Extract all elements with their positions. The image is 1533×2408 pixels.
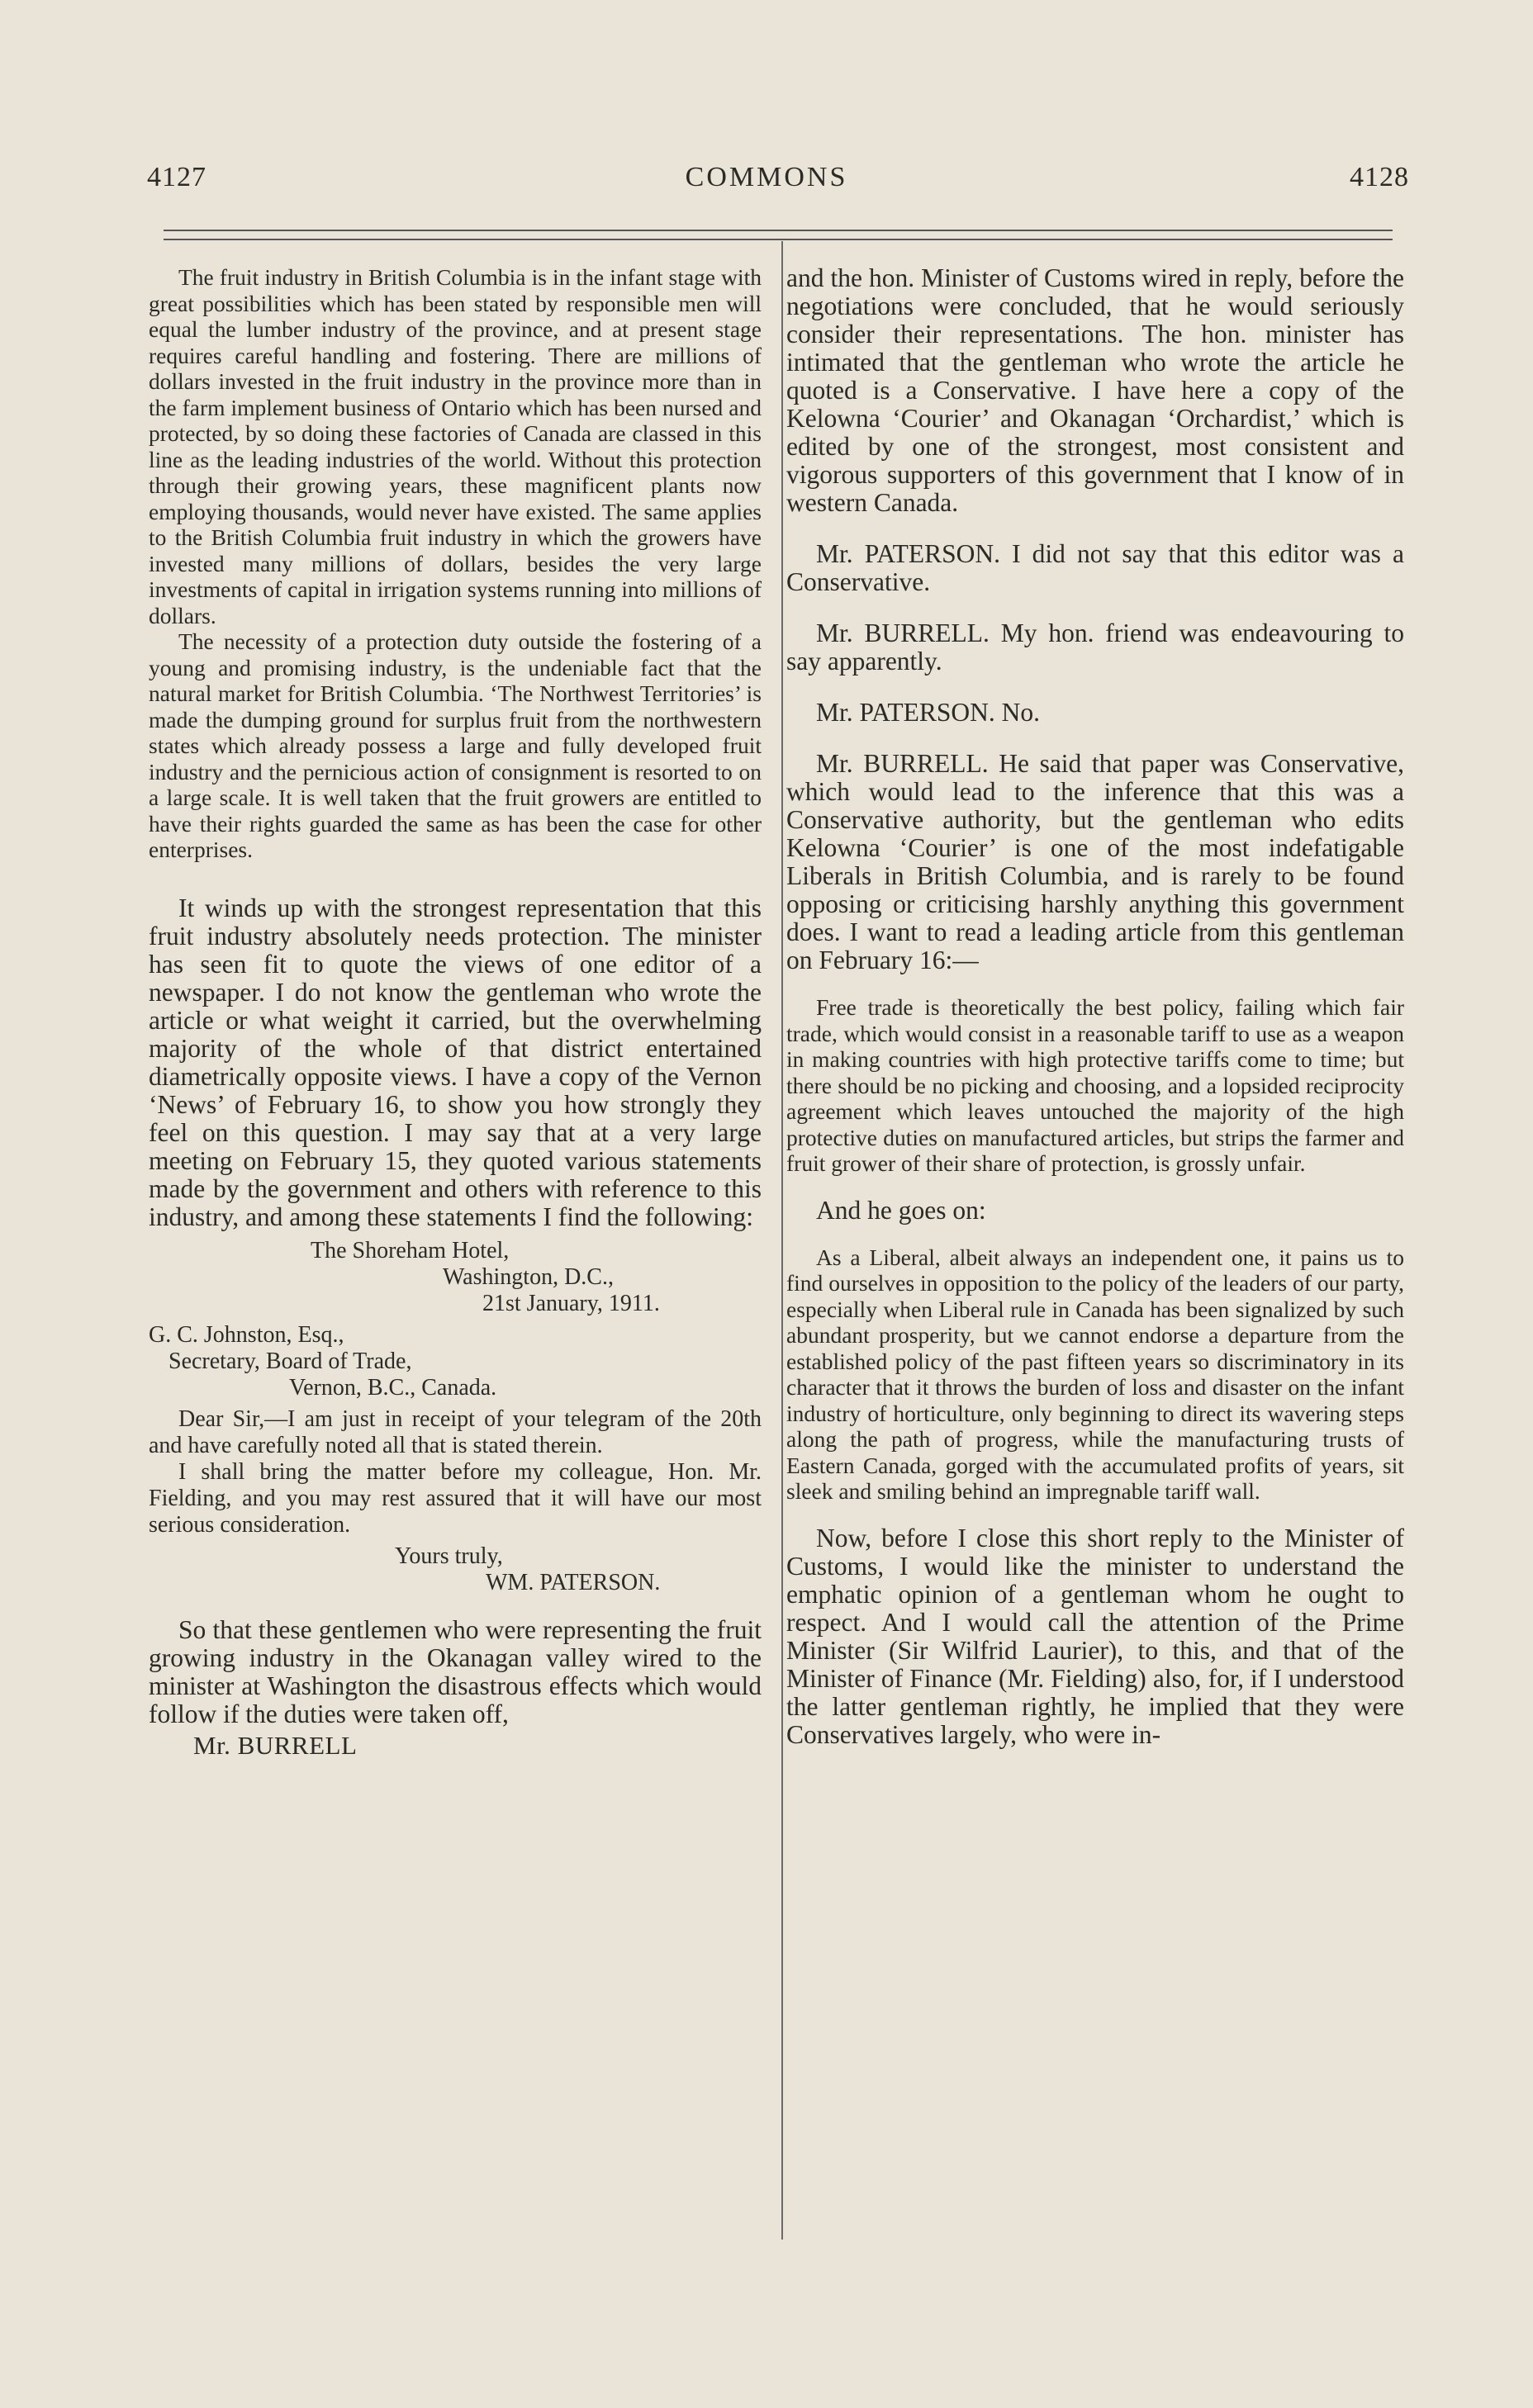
quoted-paragraph: The fruit industry in British Columbia is in the infant stage with great possibilities which has been stated by responsible men will equal the lumber industry of the province, and at present stage requires careful handling and fostering. There are millions of dollars invested in the fruit industry in the province more than in the farm implement business of Ontario which has been nursed and protected, by so doing these factories of Canada are classed in this line as the leading industries of the world. Without this protection through their growing years, these magnificent plants now employing thousands, would never have existed. The same applies to the British Columbia fruit industry in which the growers have invested many millions of dollars, besides the very large investments of capital in irrigation systems running into millions of dollars. [149,264,762,628]
speech-paragraph: It winds up with the strongest representation that this fruit industry absolutely needs protection. The minister has seen fit to quote the views of one editor of a newspaper. I do not know the gentleman who wrote the article or what weight it carried, but the overwhelming majority of the whole of that district entertained diametrically opposite views. I have a copy of the Vernon ‘News’ of February 16, to show you how strongly they feel on this question. I may say that at a very large meeting on February 15, they quoted various statements made by the government and others with reference to this industry, and among these statements I find the following: [149,893,762,1231]
speech-paragraph: Mr. BURRELL. He said that paper was Conservative, which would lead to the inference that this was a Conservative authority, but the gentleman who edits Kelowna ‘Courier’ is one of the most indefatigable Liberals in British Columbia, and is rarely to be found opposing or criticising harshly anything this government does. I want to read a leading article from this gentleman on February 16:— [786,749,1404,974]
letter-recipient-line: G. C. Johnston, Esq., [149,1321,344,1348]
letter-paragraph: Dear Sir,—I am just in receipt of your telegram of the 20th and have carefully noted all that is stated therein. [149,1405,762,1458]
right-column [786,264,1404,1749]
left-page-number: 4127 [147,162,206,192]
column-divider [781,241,783,2240]
letter-paragraph: I shall bring the matter before my colleague, Hon. Mr. Fielding, and you may rest assured that it will have our most serious consideration. [149,1458,762,1538]
footer-speaker-name: Mr. BURRELL [193,1730,358,1760]
letter-block [149,1238,762,1596]
letter-signature: WM. PATERSON. [486,1569,661,1595]
letter-closing: Yours truly, [395,1543,503,1569]
letter-address-line: Washington, D.C., [443,1263,614,1290]
speech-paragraph: So that these gentlemen who were representing the fruit growing industry in the Okanagan valley wired to the minister at Washington the disastrous effects which would follow if the duties were taken off, [149,1614,762,1728]
letter-date: 21st January, 1911. [482,1290,660,1316]
left-column [149,264,762,1760]
right-page-number: 4128 [1350,162,1409,192]
speech-paragraph: and the hon. Minister of Customs wired in reply, before the negotiations were concluded, that he would seriously consider their representations. The hon. minister has intimated that the gentleman who wrote the article he quoted is a Conservative. I have here a copy of the Kelowna ‘Courier’ and Okanagan ‘Orchardist,’ which is edited by one of the strongest, most consistent and vigorous supporters of this government that I know of in western Canada. [786,263,1404,517]
page-title: COMMONS [685,162,848,192]
header-rule-top [164,230,1393,231]
quoted-paragraph: As a Liberal, albeit always an independent one, it pains us to find ourselves in opposition to the policy of the leaders of our party, especially when Liberal rule in Canada has been signalized by such abundant prosperity, but we cannot endorse a departure from the established policy of the past fifteen years so discriminatory in its character that it throws the burden of loss and disaster on the infant industry of horticulture, only beginning to direct its wavering steps along the path of progress, while the manufacturing trusts of Eastern Canada, gorged with the accumulated profits of years, sit sleek and smiling behind an impregnable tariff wall. [786,1244,1404,1504]
speech-paragraph: Mr. PATERSON. I did not say that this editor was a Conservative. [786,539,1404,596]
letter-recipient-line: Secretary, Board of Trade, [168,1348,412,1374]
quoted-paragraph: Free trade is theoretically the best policy, failing which fair trade, which would consist in a reasonable tariff to use as a weapon in making countries with high protective tariffs come to time; but there should be no picking and choosing, and a lopsided reciprocity agreement which leaves untouched the majority of the high protective duties on manufactured articles, but strips the farmer and fruit grower of their share of protection, is grossly unfair. [786,994,1404,1176]
letter-address-line: The Shoreham Hotel, [311,1237,510,1263]
letter-recipient-line: Vernon, B.C., Canada. [289,1374,497,1401]
speech-paragraph: Now, before I close this short reply to the Minister of Customs, I would like the minister to understand the emphatic opinion of a gentleman whom he ought to respect. And I would call the attention of the Prime Minister (Sir Wilfrid Laurier), to this, and that of the Minister of Finance (Mr. Fielding) also, for, if I understood the latter gentleman rightly, he implied that they were Conservatives largely, who were in- [786,1523,1404,1749]
speech-paragraph: And he goes on: [816,1195,986,1225]
speech-paragraph: Mr. BURRELL. My hon. friend was endeavouring to say apparently. [786,619,1404,675]
speech-paragraph: Mr. PATERSON. No. [816,698,1041,727]
header-rule-bottom [164,239,1393,240]
quoted-paragraph: The necessity of a protection duty outside the fostering of a young and promising industry, is the undeniable fact that the natural market for British Columbia. ‘The Northwest Territories’ is made the dumping ground for surplus fruit from the northwestern states which already possess a large and fully developed fruit industry and the pernicious action of consignment is resorted to on a large scale. It is well taken that the fruit growers are entitled to have their rights guarded the same as has been the case for other enterprises. [149,628,762,862]
